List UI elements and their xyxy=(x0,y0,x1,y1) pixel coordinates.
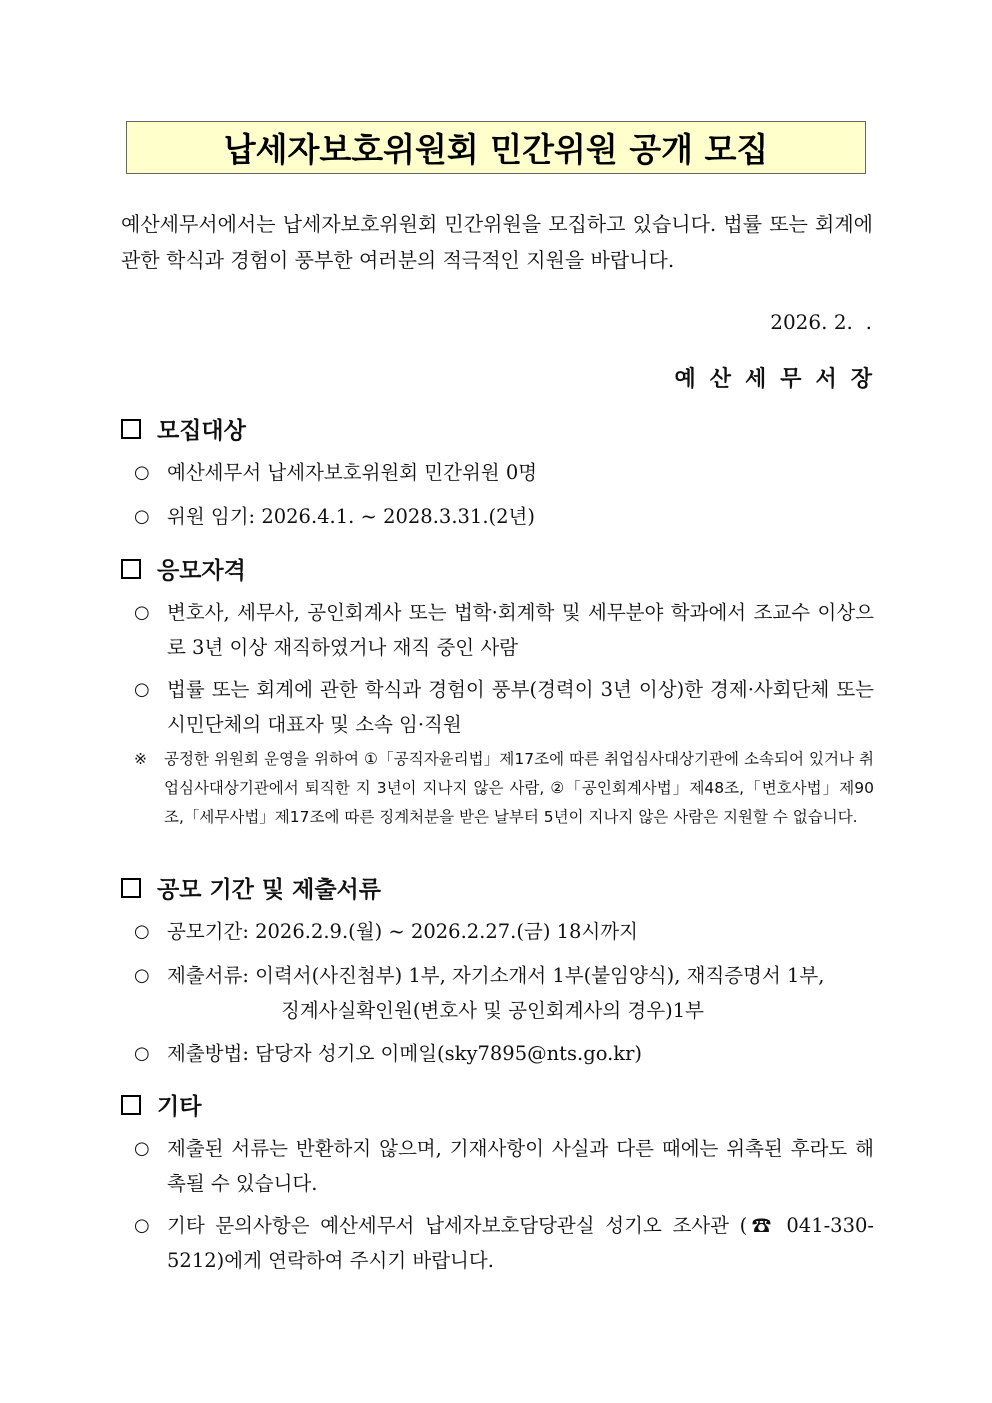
list-item: ○ 제출된 서류는 반환하지 않으며, 기재사항이 사실과 다른 때에는 위촉된 후라도 해촉될 수 있습니다. xyxy=(134,1131,874,1201)
circle-bullet-icon: ○ xyxy=(134,506,150,527)
documents-line-2: 징계사실확인원(변호사 및 공인회계사의 경우)1부 xyxy=(281,999,704,1022)
list-item: ○ 위원 임기: 2026.4.1. ~ 2028.3.31.(2년) xyxy=(134,499,874,534)
circle-bullet-icon: ○ xyxy=(134,1215,150,1236)
intro-paragraph: 예산세무서에서는 납세자보호위원회 민간위원을 모집하고 있습니다. 법률 또는 회계에 관한 학식과 경험이 풍부한 여러분의 적극적인 지원을 바랍니다. xyxy=(121,212,873,272)
list-item xyxy=(134,958,874,1028)
list-item: ○ 법률 또는 회계에 관한 학식과 경험이 풍부(경력이 3년 이상)한 경제·사회단체 또는 시민단체의 대표자 및 소속 임·직원 xyxy=(134,672,874,742)
circle-bullet-icon: ○ xyxy=(134,921,150,942)
circle-bullet-icon: ○ xyxy=(134,679,150,700)
section-heading-target: 모집대상 xyxy=(121,412,246,445)
list-item: ○ 기타 문의사항은 예산세무서 납세자보호담당관실 성기오 조사관 (☎ 041-330-5212)에게 연락하여 주시기 바랍니다. xyxy=(134,1208,874,1278)
checkbox-square-icon xyxy=(121,559,141,579)
section-heading-qualification: 응모자격 xyxy=(121,552,246,585)
document-title-box xyxy=(126,121,866,174)
checkbox-square-icon xyxy=(121,419,141,439)
signature: 예산세무서장 xyxy=(674,366,886,392)
checkbox-square-icon xyxy=(121,878,141,898)
circle-bullet-icon: ○ xyxy=(134,1138,150,1159)
note-mark: ※ xyxy=(134,750,147,768)
list-item: ○ 제출방법: 담당자 성기오 이메일(sky7895@nts.go.kr) xyxy=(134,1036,874,1071)
list-item: ○ 공모기간: 2026.2.9.(월) ~ 2026.2.27.(금) 18시까지 xyxy=(134,914,874,949)
documents-line-1: 제출서류: 이력서(사진첨부) 1부, 자기소개서 1부(붙임양식), 재직증명서 1부, xyxy=(167,964,825,987)
eligibility-note: ※ 공정한 위원회 운영을 위하여 ①「공직자윤리법」제17조에 따른 취업심사대상기관에 소속되어 있거나 취업심사대상기관에서 퇴직한 지 3년이 지나지 않은 사람, ②「공인회계사법」제48조,「변호사법」제90조,「세무사법」제17조에 따른 징계처분을 받은 날부터 5년이 지나지 않은 사람은 지원할 수 없습니다. xyxy=(134,745,874,832)
circle-bullet-icon: ○ xyxy=(134,602,150,623)
section-heading-period-documents: 공모 기간 및 제출서류 xyxy=(121,871,381,904)
circle-bullet-icon: ○ xyxy=(134,462,150,483)
list-item: ○ 예산세무서 납세자보호위원회 민간위원 0명 xyxy=(134,455,874,490)
circle-bullet-icon: ○ xyxy=(134,1043,150,1064)
circle-bullet-icon: ○ xyxy=(134,965,150,986)
document-title: 납세자보호위원회 민간위원 공개 모집 xyxy=(223,130,769,169)
list-item: ○ 변호사, 세무사, 공인회계사 또는 법학·회계학 및 세무분야 학과에서 조교수 이상으로 3년 이상 재직하였거나 재직 중인 사람 xyxy=(134,595,874,665)
notice-date: 2026. 2. . xyxy=(770,310,872,334)
section-heading-other: 기타 xyxy=(121,1088,201,1121)
checkbox-square-icon xyxy=(121,1095,141,1115)
